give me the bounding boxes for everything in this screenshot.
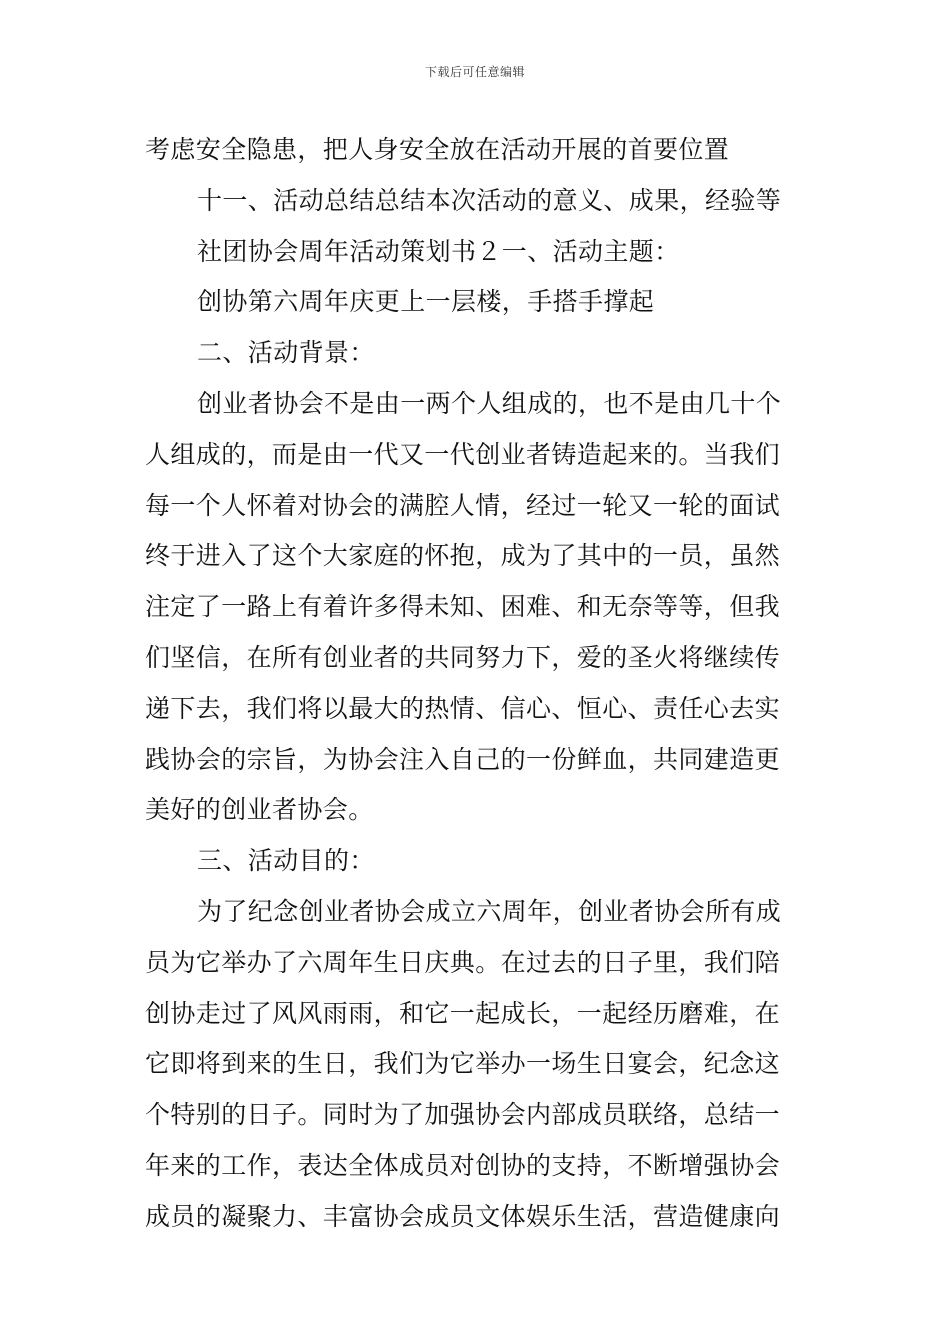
text-line: 创业者协会不是由一两个人组成的，也不是由几十个	[197, 388, 782, 418]
section-heading: 三、活动目的：	[197, 846, 375, 876]
text-line: 人组成的，而是由一代又一代创业者铸造起来的。当我们	[145, 439, 781, 469]
text-line: 每一个人怀着对协会的满腔人情，经过一轮又一轮的面试	[145, 490, 781, 520]
text-line: 个特别的日子。同时为了加强协会内部成员联络，总结一	[145, 1100, 781, 1130]
text-line: 它即将到来的生日，我们为它举办一场生日宴会，纪念这	[145, 1049, 781, 1079]
text-line: 十一、活动总结总结本次活动的意义、成果，经验等	[197, 185, 782, 215]
text-line: 成员的凝聚力、丰富协会成员文体娱乐生活，营造健康向	[145, 1201, 781, 1231]
text-line: 们坚信，在所有创业者的共同努力下，爱的圣火将继续传	[145, 642, 781, 672]
page-header-note: 下载后可任意编辑	[424, 65, 525, 79]
text-line: 为了纪念创业者协会成立六周年，创业者协会所有成	[197, 896, 782, 926]
text-line: 注定了一路上有着许多得未知、困难、和无奈等等，但我	[145, 592, 781, 622]
text-line: 创协第六周年庆更上一层楼，手搭手撑起	[197, 287, 655, 317]
document-body	[145, 125, 810, 1243]
text-line: 考虑安全隐患，把人身安全放在活动开展的首要位置	[145, 135, 730, 164]
text-line: 递下去，我们将以最大的热情、信心、恒心、责任心去实	[145, 693, 781, 723]
text-line: 践协会的宗旨，为协会注入自己的一份鲜血，共同建造更	[145, 744, 781, 774]
text-line: 员为它举办了六周年生日庆典。在过去的日子里，我们陪	[145, 947, 781, 977]
text-line: 终于进入了这个大家庭的怀抱，成为了其中的一员，虽然	[145, 541, 781, 571]
text-line: 社团协会周年活动策划书２一、活动主题：	[197, 236, 680, 266]
text-line: 创协走过了风风雨雨，和它一起成长，一起经历磨难，在	[145, 998, 781, 1028]
section-heading: 二、活动背景：	[197, 338, 375, 368]
text-line: 年来的工作，表达全体成员对创协的支持，不断增强协会	[145, 1150, 781, 1180]
text-line: 美好的创业者协会。	[145, 795, 374, 825]
